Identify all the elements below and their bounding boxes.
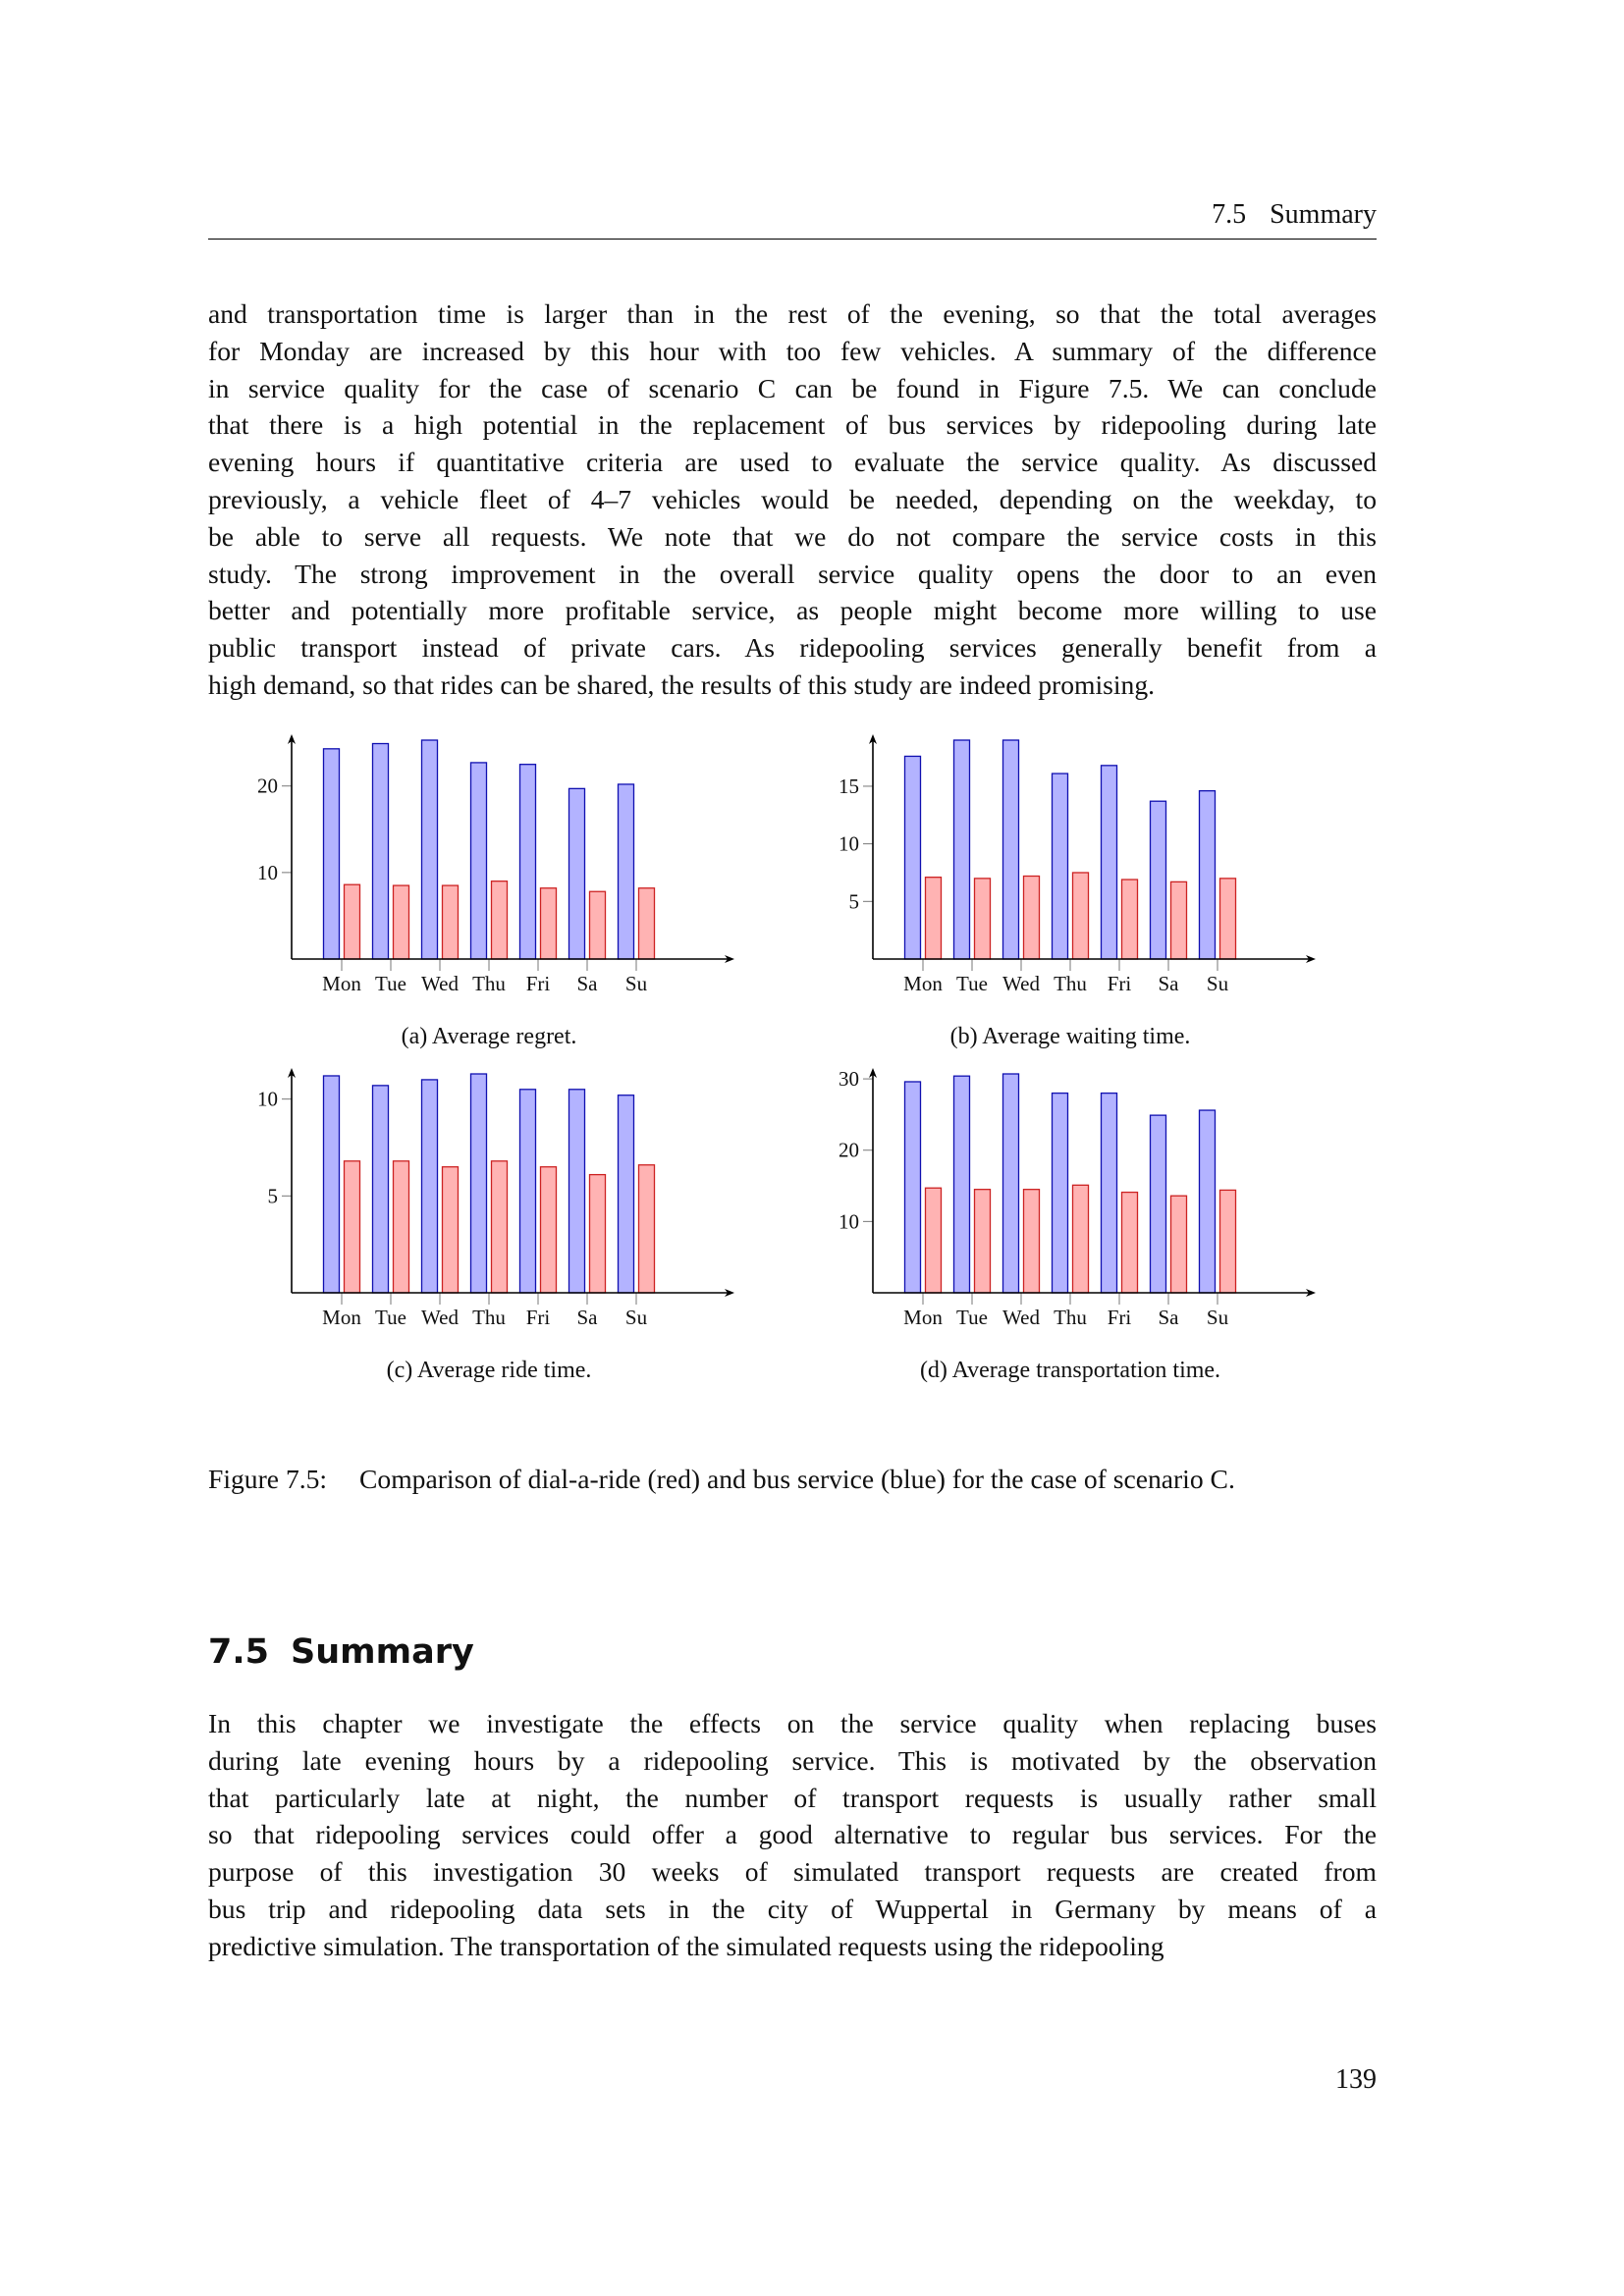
x-tick-label: Fri xyxy=(1107,972,1132,995)
bar-dial-a-ride-thu xyxy=(1073,873,1089,959)
bar-dial-a-ride-su xyxy=(1220,879,1236,959)
text-line: for Monday are increased by this hour with too few vehicles. A summary of the difference xyxy=(208,335,1377,366)
text-line: that there is a high potential in the replacement of bus services by ridepooling during late xyxy=(208,409,1377,441)
y-tick-label: 10 xyxy=(839,831,859,856)
bar-dial-a-ride-thu xyxy=(492,881,508,959)
running-head-section-number: 7.5 xyxy=(1212,199,1247,230)
bar-dial-a-ride-fri xyxy=(541,888,557,959)
bar-dial-a-ride-fri xyxy=(541,1167,557,1293)
bar-bus-fri xyxy=(1102,1094,1117,1293)
text-line: be able to serve all requests. We note that we do not compare the service costs in this xyxy=(208,520,1377,552)
x-tick-label: Sa xyxy=(576,1306,598,1329)
x-tick-label: Thu xyxy=(472,972,506,995)
page-number: 139 xyxy=(1335,2064,1377,2095)
paragraph-continued xyxy=(208,295,1377,704)
x-tick-label: Fri xyxy=(1107,1306,1132,1329)
x-tick-label: Thu xyxy=(472,1306,506,1329)
subfigure-caption: (d) Average transportation time. xyxy=(919,1358,1221,1383)
section-heading xyxy=(208,1632,474,1672)
chart-svg xyxy=(226,726,756,1050)
x-tick-label: Sa xyxy=(1158,1306,1179,1329)
text-line: evening hours if quantitative criteria are used to evaluate the service quality. As discussed xyxy=(208,447,1377,478)
bar-bus-thu xyxy=(1053,774,1068,959)
text-line: during late evening hours by a ridepooling service. This is motivated by the observation xyxy=(208,1744,1377,1776)
text-line: public transport instead of private cars. As ridepooling services generally benefit from a xyxy=(208,632,1377,664)
chart-average-regret xyxy=(226,726,756,1050)
bar-bus-sa xyxy=(1151,801,1166,959)
bar-bus-thu xyxy=(1053,1094,1068,1293)
x-tick-label: Mon xyxy=(322,1306,361,1329)
running-head xyxy=(208,199,1377,231)
x-tick-label: Tue xyxy=(375,1306,406,1329)
figure-caption-text: Comparison of dial-a-ride (red) and bus service (blue) for the case of scenario C. xyxy=(359,1464,1235,1494)
text-line: study. The strong improvement in the overall service quality opens the door to an even xyxy=(208,558,1377,589)
x-tick-label: Wed xyxy=(421,972,459,995)
bar-bus-fri xyxy=(520,765,536,959)
bar-bus-wed xyxy=(422,1080,438,1293)
section-title: Summary xyxy=(291,1632,474,1672)
bar-dial-a-ride-su xyxy=(639,888,655,959)
bar-dial-a-ride-tue xyxy=(394,1161,409,1293)
text-line: better and potentially more profitable service, as people might become more willing to use xyxy=(208,595,1377,626)
bar-dial-a-ride-sa xyxy=(590,891,606,959)
bar-dial-a-ride-tue xyxy=(394,885,409,959)
bar-bus-wed xyxy=(1003,740,1019,959)
bar-dial-a-ride-mon xyxy=(926,1188,942,1293)
y-tick-label: 5 xyxy=(267,1184,278,1208)
bar-bus-thu xyxy=(471,763,487,959)
y-tick-label: 30 xyxy=(839,1067,859,1092)
bar-bus-tue xyxy=(954,1076,970,1293)
chart-average-waiting-time xyxy=(807,726,1337,1050)
x-tick-label: Fri xyxy=(525,1306,551,1329)
x-tick-label: Tue xyxy=(956,1306,988,1329)
chart-svg xyxy=(226,1060,756,1384)
text-line: and transportation time is larger than in the rest of the evening, so that the total averages xyxy=(208,298,1377,329)
bar-bus-su xyxy=(1200,791,1216,959)
x-tick-label: Thu xyxy=(1054,1306,1087,1329)
bar-bus-mon xyxy=(324,749,340,959)
text-line: bus trip and ridepooling data sets in the city of Wuppertal in Germany by means of a xyxy=(208,1893,1377,1924)
bar-dial-a-ride-su xyxy=(1220,1190,1236,1293)
bar-dial-a-ride-fri xyxy=(1122,1193,1138,1293)
x-tick-label: Thu xyxy=(1054,972,1087,995)
bar-bus-mon xyxy=(905,1082,921,1293)
text-line: that particularly late at night, the number of transport requests is usually rather small xyxy=(208,1782,1377,1813)
bar-bus-fri xyxy=(520,1090,536,1293)
y-tick-label: 20 xyxy=(839,1138,859,1162)
bar-dial-a-ride-sa xyxy=(1171,881,1187,959)
y-tick-label: 20 xyxy=(257,774,278,798)
y-tick-label: 5 xyxy=(848,889,859,914)
bar-dial-a-ride-thu xyxy=(492,1161,508,1293)
bar-dial-a-ride-wed xyxy=(1024,876,1040,959)
text-line: previously, a vehicle fleet of 4–7 vehicles would be needed, depending on the weekday, to xyxy=(208,483,1377,514)
x-tick-label: Su xyxy=(624,972,648,995)
bar-bus-fri xyxy=(1102,766,1117,959)
x-tick-label: Sa xyxy=(576,972,598,995)
y-tick-label: 10 xyxy=(257,1087,278,1111)
text-line: so that ridepooling services could offer a good alternative to regular bus services. For the xyxy=(208,1819,1377,1850)
bar-bus-thu xyxy=(471,1074,487,1293)
bar-bus-sa xyxy=(569,1090,585,1293)
bar-dial-a-ride-wed xyxy=(1024,1190,1040,1293)
chart-svg xyxy=(807,1060,1337,1384)
text-line: high demand, so that rides can be shared, the results of this study are indeed promising. xyxy=(208,668,1156,700)
chart-average-transportation-time xyxy=(807,1060,1337,1384)
summary-paragraph xyxy=(208,1705,1377,1965)
text-line: predictive simulation. The transportation of the simulated requests using the ridepooling xyxy=(208,1930,1164,1961)
x-tick-label: Su xyxy=(1206,972,1229,995)
x-tick-label: Wed xyxy=(1002,972,1040,995)
bar-bus-tue xyxy=(373,744,389,959)
bar-bus-tue xyxy=(373,1086,389,1293)
x-tick-label: Mon xyxy=(903,972,943,995)
bar-dial-a-ride-tue xyxy=(975,879,991,959)
bar-bus-mon xyxy=(324,1076,340,1293)
y-tick-label: 10 xyxy=(839,1209,859,1234)
x-tick-label: Tue xyxy=(956,972,988,995)
bar-dial-a-ride-sa xyxy=(590,1175,606,1293)
bar-dial-a-ride-su xyxy=(639,1165,655,1293)
x-tick-label: Su xyxy=(624,1306,648,1329)
section-number: 7.5 xyxy=(208,1632,270,1672)
subfigure-caption: (b) Average waiting time. xyxy=(949,1024,1191,1049)
x-tick-label: Mon xyxy=(903,1306,943,1329)
x-tick-label: Fri xyxy=(525,972,551,995)
y-tick-label: 15 xyxy=(839,774,859,798)
subfigure-caption: (a) Average regret. xyxy=(401,1024,577,1049)
x-tick-label: Su xyxy=(1206,1306,1229,1329)
bar-dial-a-ride-sa xyxy=(1171,1196,1187,1293)
bar-dial-a-ride-mon xyxy=(345,884,360,959)
subfigure-caption: (c) Average ride time. xyxy=(386,1358,592,1383)
x-tick-label: Wed xyxy=(1002,1306,1040,1329)
text-line: in service quality for the case of scenario C can be found in Figure 7.5. We can conclude xyxy=(208,372,1377,403)
figure-caption xyxy=(208,1461,1377,1498)
bar-dial-a-ride-thu xyxy=(1073,1185,1089,1293)
bar-dial-a-ride-mon xyxy=(345,1161,360,1293)
figure-caption-label: Figure 7.5: xyxy=(208,1464,328,1494)
bar-dial-a-ride-wed xyxy=(443,885,459,959)
x-tick-label: Sa xyxy=(1158,972,1179,995)
bar-bus-wed xyxy=(422,740,438,959)
text-line: In this chapter we investigate the effects on the service quality when replacing buses xyxy=(208,1708,1377,1738)
x-tick-label: Mon xyxy=(322,972,361,995)
text-line: purpose of this investigation 30 weeks of simulated transport requests are created from xyxy=(208,1856,1377,1888)
bar-bus-mon xyxy=(905,756,921,959)
chart-average-ride-time xyxy=(226,1060,756,1384)
running-head-section-title: Summary xyxy=(1270,199,1377,230)
y-tick-label: 10 xyxy=(257,860,278,884)
bar-bus-su xyxy=(619,1095,634,1293)
bar-dial-a-ride-wed xyxy=(443,1167,459,1293)
bar-dial-a-ride-mon xyxy=(926,878,942,959)
header-rule xyxy=(208,239,1377,240)
bar-dial-a-ride-fri xyxy=(1122,880,1138,959)
x-tick-label: Tue xyxy=(375,972,406,995)
bar-dial-a-ride-tue xyxy=(975,1190,991,1293)
bar-bus-su xyxy=(619,784,634,959)
bar-bus-sa xyxy=(569,788,585,959)
bar-bus-wed xyxy=(1003,1074,1019,1293)
x-tick-label: Wed xyxy=(421,1306,459,1329)
chart-svg xyxy=(807,726,1337,1050)
bar-bus-tue xyxy=(954,740,970,959)
bar-bus-su xyxy=(1200,1110,1216,1293)
bar-bus-sa xyxy=(1151,1115,1166,1293)
